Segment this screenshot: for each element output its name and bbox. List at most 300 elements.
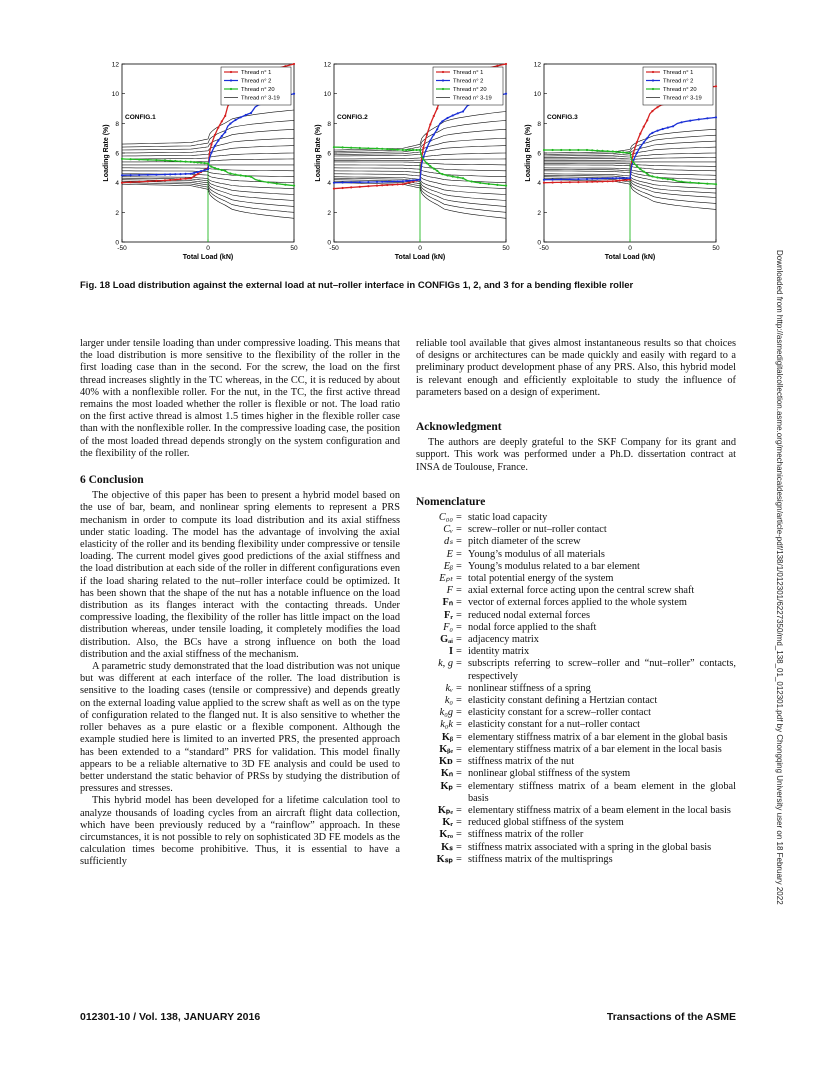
nomenclature-symbol: F₀	[443, 621, 453, 633]
y-tick-label: 10	[111, 91, 119, 99]
data-point	[626, 177, 628, 179]
data-point	[646, 137, 648, 139]
left-column	[80, 338, 400, 869]
data-point	[569, 149, 571, 151]
data-point	[386, 148, 388, 150]
data-point	[391, 180, 393, 182]
nomenclature-item	[416, 561, 736, 573]
nomenclature-description: Young’s modulus of all materials	[468, 548, 605, 560]
body-paragraph: This hybrid model has been developed for a lifetime calculation tool to analyze thousands of loading cycles from an aircraft flight data collection, which have been previously reduced by a “rainflow” approach. In these circumstances, it is not possible to rely on sophisticated 3D FE models as the calculation times become prohibitive. Thus, it is essential to have a sufficiently	[80, 795, 400, 868]
data-point	[250, 112, 252, 114]
equals-sign: =	[456, 646, 462, 658]
data-point	[622, 179, 624, 181]
data-point	[698, 182, 700, 184]
data-point	[121, 174, 123, 176]
data-point	[636, 165, 638, 167]
series-line-thread-3-19	[334, 120, 506, 151]
equals-sign: =	[456, 573, 462, 585]
data-point	[429, 123, 431, 125]
data-point	[496, 65, 498, 67]
nomenclature-symbol: C₀₀	[438, 512, 453, 524]
legend-label: Thread n° 1	[453, 70, 484, 76]
legend-label: Thread n° 20	[453, 87, 487, 93]
y-tick-label: 4	[327, 180, 331, 188]
nomenclature-item	[416, 781, 736, 805]
data-point	[471, 180, 473, 182]
data-point	[457, 176, 459, 178]
data-point	[197, 171, 199, 173]
data-point	[204, 169, 206, 171]
nomenclature-description: screw–roller or nut–roller contact	[468, 524, 607, 536]
nomenclature-symbol: E	[446, 548, 453, 560]
data-point	[601, 150, 603, 152]
nomenclature-description: nonlinear stiffness of a spring	[468, 682, 591, 694]
section-heading-acknowledgment: Acknowledgment	[416, 421, 502, 434]
data-point	[359, 181, 361, 183]
data-point	[560, 178, 562, 180]
legend-label: Thread n° 3-19	[241, 95, 280, 102]
nomenclature-description: axial external force acting upon the central screw shaft	[468, 585, 695, 597]
data-point	[376, 185, 378, 187]
data-point	[342, 187, 344, 189]
nomenclature-item	[416, 622, 736, 634]
data-point	[646, 173, 648, 175]
acknowledgment-text: The authors are deeply grateful to the SKF Company for its grant and support. This work was performed under a Ph.D. dissertation contract at INSA de Toulouse, France.	[416, 437, 736, 473]
nomenclature-item	[416, 842, 736, 854]
nomenclature-item	[416, 719, 736, 731]
data-point	[190, 173, 192, 175]
data-point	[130, 174, 132, 176]
chart-svg-3	[522, 58, 722, 268]
data-point	[174, 179, 176, 181]
data-point	[412, 179, 414, 181]
nomenclature-symbol: Kₚₑ	[437, 804, 453, 816]
data-point	[224, 131, 226, 133]
data-point	[596, 181, 598, 183]
data-point	[569, 178, 571, 180]
chart-config-1	[100, 58, 300, 268]
download-sidebar	[772, 250, 786, 950]
data-point	[342, 181, 344, 183]
data-point	[155, 159, 157, 161]
x-tick-label: 50	[290, 245, 298, 252]
data-point	[276, 183, 278, 185]
nomenclature-symbol: Kᵦ	[441, 731, 453, 743]
data-point	[662, 128, 664, 130]
data-point	[543, 179, 545, 181]
data-point	[615, 177, 617, 179]
data-point	[643, 171, 645, 173]
x-axis-label: Total Load (kN)	[182, 254, 234, 261]
data-point	[436, 107, 438, 109]
equals-sign: =	[456, 707, 462, 719]
data-point	[405, 182, 407, 184]
data-point	[367, 147, 369, 149]
data-point	[259, 180, 261, 182]
data-point	[552, 149, 554, 151]
data-point	[217, 127, 219, 129]
data-point	[698, 118, 700, 120]
data-point	[706, 183, 708, 185]
chart-config-2	[312, 58, 512, 268]
data-point	[560, 181, 562, 183]
nomenclature-list	[416, 512, 736, 866]
data-point	[591, 178, 593, 180]
data-point	[386, 184, 388, 186]
data-point	[662, 177, 664, 179]
y-tick-label: 10	[323, 91, 331, 99]
equals-sign: =	[456, 512, 462, 524]
data-point	[193, 172, 195, 174]
data-point	[250, 176, 252, 178]
data-point	[200, 162, 202, 164]
data-point	[619, 177, 621, 179]
data-point	[409, 180, 411, 182]
data-point	[715, 183, 717, 185]
nomenclature-symbol: Kₛₚ	[436, 853, 453, 865]
y-tick-label: 6	[115, 150, 119, 158]
nomenclature-symbol: k, g	[438, 658, 453, 670]
equals-sign: =	[456, 719, 462, 731]
nomenclature-item	[416, 512, 736, 524]
data-point	[543, 149, 545, 151]
data-point	[204, 162, 206, 164]
data-point	[234, 174, 236, 176]
equals-sign: =	[456, 743, 462, 755]
nomenclature-description: elasticity constant defining a Hertzian contact	[468, 695, 658, 707]
data-point	[381, 184, 383, 186]
data-point	[416, 179, 418, 181]
data-point	[164, 159, 166, 161]
data-point	[429, 165, 431, 167]
data-point	[577, 149, 579, 151]
legend-marker	[652, 88, 654, 90]
data-point	[639, 146, 641, 148]
figure-caption: Fig. 18 Load distribution against the external load at nut–roller interface in CONFIGs 1, 2, and 3 for a bending flexible roller	[80, 280, 634, 291]
data-point	[210, 166, 212, 168]
data-point	[217, 168, 219, 170]
nomenclature-description: elementary stiffness matrix of a bar element in the global basis	[468, 731, 728, 743]
data-point	[174, 173, 176, 175]
data-point	[169, 179, 171, 181]
data-point	[405, 180, 407, 182]
section-heading-nomenclature: Nomenclature	[416, 495, 486, 508]
data-point	[214, 134, 216, 136]
data-point	[190, 177, 192, 179]
data-point	[284, 184, 286, 186]
data-point	[715, 85, 717, 87]
y-tick-label: 8	[537, 120, 541, 128]
data-point	[577, 181, 579, 183]
nomenclature-item	[416, 744, 736, 756]
y-tick-label: 6	[327, 150, 331, 158]
legend-marker	[230, 88, 232, 90]
data-point	[333, 182, 335, 184]
nomenclature-description: nodal force applied to the shaft	[468, 621, 597, 633]
y-tick-label: 2	[327, 209, 331, 217]
data-point	[397, 183, 399, 185]
data-point	[433, 134, 435, 136]
y-tick-label: 4	[115, 180, 119, 188]
equals-sign: =	[456, 829, 462, 841]
data-point	[185, 173, 187, 175]
data-point	[350, 186, 352, 188]
nomenclature-item	[416, 597, 736, 609]
chart-svg-2	[312, 58, 512, 268]
body-paragraph: larger under tensile loading than under compressive loading. This means that the load distribution is more sensitive to the flexibility of the roller in the first loading case than in the second. For the screw, the load on the first thread increases slightly in the TC whereas, in the CC, it is reduced by about 40% with a nonflexible roller. For the nut, in the TC, the first active thread remains the most loaded whether the roller is flexible or not. The load ratio on the first active thread is almost 1.5 times higher in the flexible roller case than with the nonflexible roller. In the compressive loading case, the position of the most loaded thread depends strongly on the system configuration and the flexibility of the roller.	[80, 338, 400, 459]
legend-marker	[442, 88, 444, 90]
data-point	[229, 172, 231, 174]
data-point	[397, 180, 399, 182]
config-label: CONFIG.3	[547, 113, 578, 121]
data-point	[350, 147, 352, 149]
nomenclature-description: stiffness matrix associated with a spring in the global basis	[468, 841, 712, 853]
data-point	[429, 140, 431, 142]
chart-config-3	[522, 58, 722, 268]
data-point	[210, 152, 212, 154]
y-tick-label: 8	[327, 120, 331, 128]
nomenclature-description: adjacency matrix	[468, 634, 539, 646]
equals-sign: =	[456, 658, 462, 670]
data-point	[651, 110, 653, 112]
data-point	[221, 169, 223, 171]
nomenclature-symbol: Cᵥ	[443, 524, 453, 536]
data-point	[639, 168, 641, 170]
body-paragraph: A parametric study demonstrated that the load distribution was not unique but was different at each interface of the roller. The load distribution is sensitive to the loading cases (tensile or compressive) and depends greatly on the external loading value applied to the screw shaft as well as on the type of configuration related to the flanged nut. It is also sensitive to whether the roller behaves as a pure elastic or a flexible component. Although the example studied here is limited to an inverted PRS, the presented approach has been extended to a “standard” PRS for validation. This model finally appears to be a reliable alternative to 3D FE analysis and could be used to better understand the static behavior of PRSs by studying the distribution of pressures and stresses.	[80, 661, 400, 795]
data-point	[217, 140, 219, 142]
nomenclature-description: elasticity constant for a screw–roller contact	[468, 707, 651, 719]
data-point	[643, 141, 645, 143]
data-point	[350, 181, 352, 183]
equals-sign: =	[456, 634, 462, 646]
data-point	[207, 168, 209, 170]
data-point	[646, 119, 648, 121]
nomenclature-description: pitch diameter of the screw	[468, 536, 581, 548]
nomenclature-symbol: Kᵦₑ	[439, 743, 453, 755]
legend-label: Thread n° 3-19	[453, 95, 492, 102]
data-point	[138, 174, 140, 176]
nomenclature-item	[416, 817, 736, 829]
data-point	[405, 149, 407, 151]
y-tick-label: 0	[327, 239, 331, 247]
series-line-thread-3-19	[334, 159, 506, 161]
nomenclature-description: identity matrix	[468, 646, 530, 658]
nomenclature-symbol: kᵥ	[445, 682, 453, 694]
data-point	[169, 160, 171, 162]
data-point	[412, 149, 414, 151]
x-tick-label: -50	[539, 245, 549, 252]
nomenclature-description: elementary stiffness matrix of a bar element in the local basis	[468, 743, 722, 755]
legend-marker	[230, 79, 232, 81]
y-tick-label: 8	[115, 120, 119, 128]
data-point	[121, 182, 123, 184]
data-point	[607, 180, 609, 182]
data-point	[245, 114, 247, 116]
footer-left: 012301-10 / Vol. 138, JANUARY 2016	[80, 1011, 261, 1023]
equals-sign: =	[456, 560, 462, 572]
data-point	[462, 177, 464, 179]
nomenclature-description: static load capacity	[468, 512, 548, 524]
data-point	[367, 181, 369, 183]
data-point	[342, 146, 344, 148]
series-line-thread-3-19	[122, 138, 294, 153]
equals-sign: =	[456, 609, 462, 621]
data-point	[441, 173, 443, 175]
nomenclature-description: elementary stiffness matrix of a beam element in the local basis	[468, 804, 731, 816]
data-point	[402, 180, 404, 182]
nomenclature-item	[416, 683, 736, 695]
data-point	[376, 181, 378, 183]
data-point	[488, 183, 490, 185]
legend-marker	[652, 71, 654, 73]
data-point	[426, 134, 428, 136]
data-point	[505, 93, 507, 95]
legend-marker	[652, 79, 654, 81]
data-point	[224, 115, 226, 117]
data-point	[672, 125, 674, 127]
legend-label: Thread n° 20	[663, 87, 697, 93]
data-point	[200, 170, 202, 172]
data-point	[193, 161, 195, 163]
data-point	[596, 178, 598, 180]
legend-marker	[442, 79, 444, 81]
y-tick-label: 12	[111, 61, 119, 69]
data-point	[681, 121, 683, 123]
data-point	[422, 158, 424, 160]
nomenclature-description: nonlinear global stiffness of the system	[468, 768, 631, 780]
legend-label: Thread n° 2	[663, 78, 694, 85]
data-point	[197, 161, 199, 163]
y-tick-label: 4	[537, 180, 541, 188]
data-point	[433, 115, 435, 117]
nomenclature-item	[416, 573, 736, 585]
legend-label: Thread n° 1	[663, 70, 694, 76]
data-point	[386, 181, 388, 183]
data-point	[174, 160, 176, 162]
data-point	[672, 179, 674, 181]
data-point	[419, 179, 421, 181]
data-point	[359, 147, 361, 149]
data-point	[293, 63, 295, 65]
x-tick-label: 0	[628, 245, 632, 252]
data-point	[441, 120, 443, 122]
data-point	[293, 93, 295, 95]
data-point	[643, 126, 645, 128]
data-point	[651, 175, 653, 177]
nomenclature-description: stiffness matrix of the multisprings	[468, 853, 613, 865]
nomenclature-item	[416, 610, 736, 622]
data-point	[626, 152, 628, 154]
nomenclature-symbol: Kᵣₒ	[439, 829, 453, 841]
nomenclature-description: total potential energy of the system	[468, 573, 614, 585]
data-point	[591, 181, 593, 183]
nomenclature-symbol: k₀g	[439, 707, 453, 719]
data-point	[586, 149, 588, 151]
data-point	[333, 146, 335, 148]
x-axis-label: Total Load (kN)	[604, 254, 656, 261]
data-point	[569, 181, 571, 183]
equals-sign: =	[456, 804, 462, 816]
nomenclature-symbol: Fₙ	[442, 597, 453, 609]
legend-marker	[442, 71, 444, 73]
data-point	[446, 174, 448, 176]
nomenclature-description: stiffness matrix of the nut	[468, 756, 575, 768]
data-point	[402, 149, 404, 151]
data-point	[210, 144, 212, 146]
data-point	[155, 180, 157, 182]
data-point	[155, 174, 157, 176]
nomenclature-symbol: F	[446, 585, 453, 597]
nomenclature-symbol: Kₛ	[441, 841, 453, 853]
y-tick-label: 0	[115, 239, 119, 247]
equals-sign: =	[456, 695, 462, 707]
data-point	[426, 147, 428, 149]
data-point	[190, 161, 192, 163]
data-point	[207, 162, 209, 164]
data-point	[601, 177, 603, 179]
data-point	[667, 127, 669, 129]
x-tick-label: 0	[206, 245, 210, 252]
nomenclature-item	[416, 549, 736, 561]
data-point	[636, 141, 638, 143]
nomenclature-item	[416, 805, 736, 817]
nomenclature-description: reduced global stiffness of the system	[468, 817, 624, 829]
nomenclature-item	[416, 829, 736, 841]
x-tick-label: -50	[117, 245, 127, 252]
data-point	[426, 162, 428, 164]
data-point	[138, 158, 140, 160]
data-point	[619, 180, 621, 182]
data-point	[446, 117, 448, 119]
chart-svg-1	[100, 58, 300, 268]
data-point	[612, 180, 614, 182]
data-point	[591, 149, 593, 151]
data-point	[436, 128, 438, 130]
data-point	[245, 175, 247, 177]
data-point	[185, 178, 187, 180]
equals-sign: =	[456, 585, 462, 597]
nomenclature-item	[416, 585, 736, 597]
equals-sign: =	[456, 853, 462, 865]
equals-sign: =	[456, 524, 462, 536]
data-point	[706, 117, 708, 119]
nomenclature-symbol: Kₚ	[440, 780, 453, 792]
x-tick-label: -50	[329, 245, 339, 252]
equals-sign: =	[456, 597, 462, 609]
data-point	[629, 177, 631, 179]
equals-sign: =	[456, 731, 462, 743]
y-tick-label: 10	[533, 91, 541, 99]
y-axis-label: Loading Rate (%)	[315, 124, 322, 182]
data-point	[656, 130, 658, 132]
download-notice: Downloaded from http://asmedigitalcollection.asme.org/mechanicaldesign/article-pdf/138/1/012301/6227350/md_138_01_012301.pdf by Chongqing University user on 18 February 2022	[775, 250, 784, 905]
legend-label: Thread n° 2	[453, 78, 484, 85]
data-point	[179, 173, 181, 175]
data-point	[636, 152, 638, 154]
data-point	[224, 170, 226, 172]
data-point	[596, 150, 598, 152]
series-line-thread-3-19	[544, 135, 716, 154]
data-point	[622, 177, 624, 179]
equals-sign: =	[456, 756, 462, 768]
legend-marker	[230, 71, 232, 73]
data-point	[639, 133, 641, 135]
nomenclature-description: stiffness matrix of the roller	[468, 829, 584, 841]
data-point	[179, 160, 181, 162]
nomenclature-symbol: Eₚₜ	[439, 573, 453, 585]
data-point	[689, 120, 691, 122]
nomenclature-symbol: Gₐᵢ	[440, 634, 453, 646]
